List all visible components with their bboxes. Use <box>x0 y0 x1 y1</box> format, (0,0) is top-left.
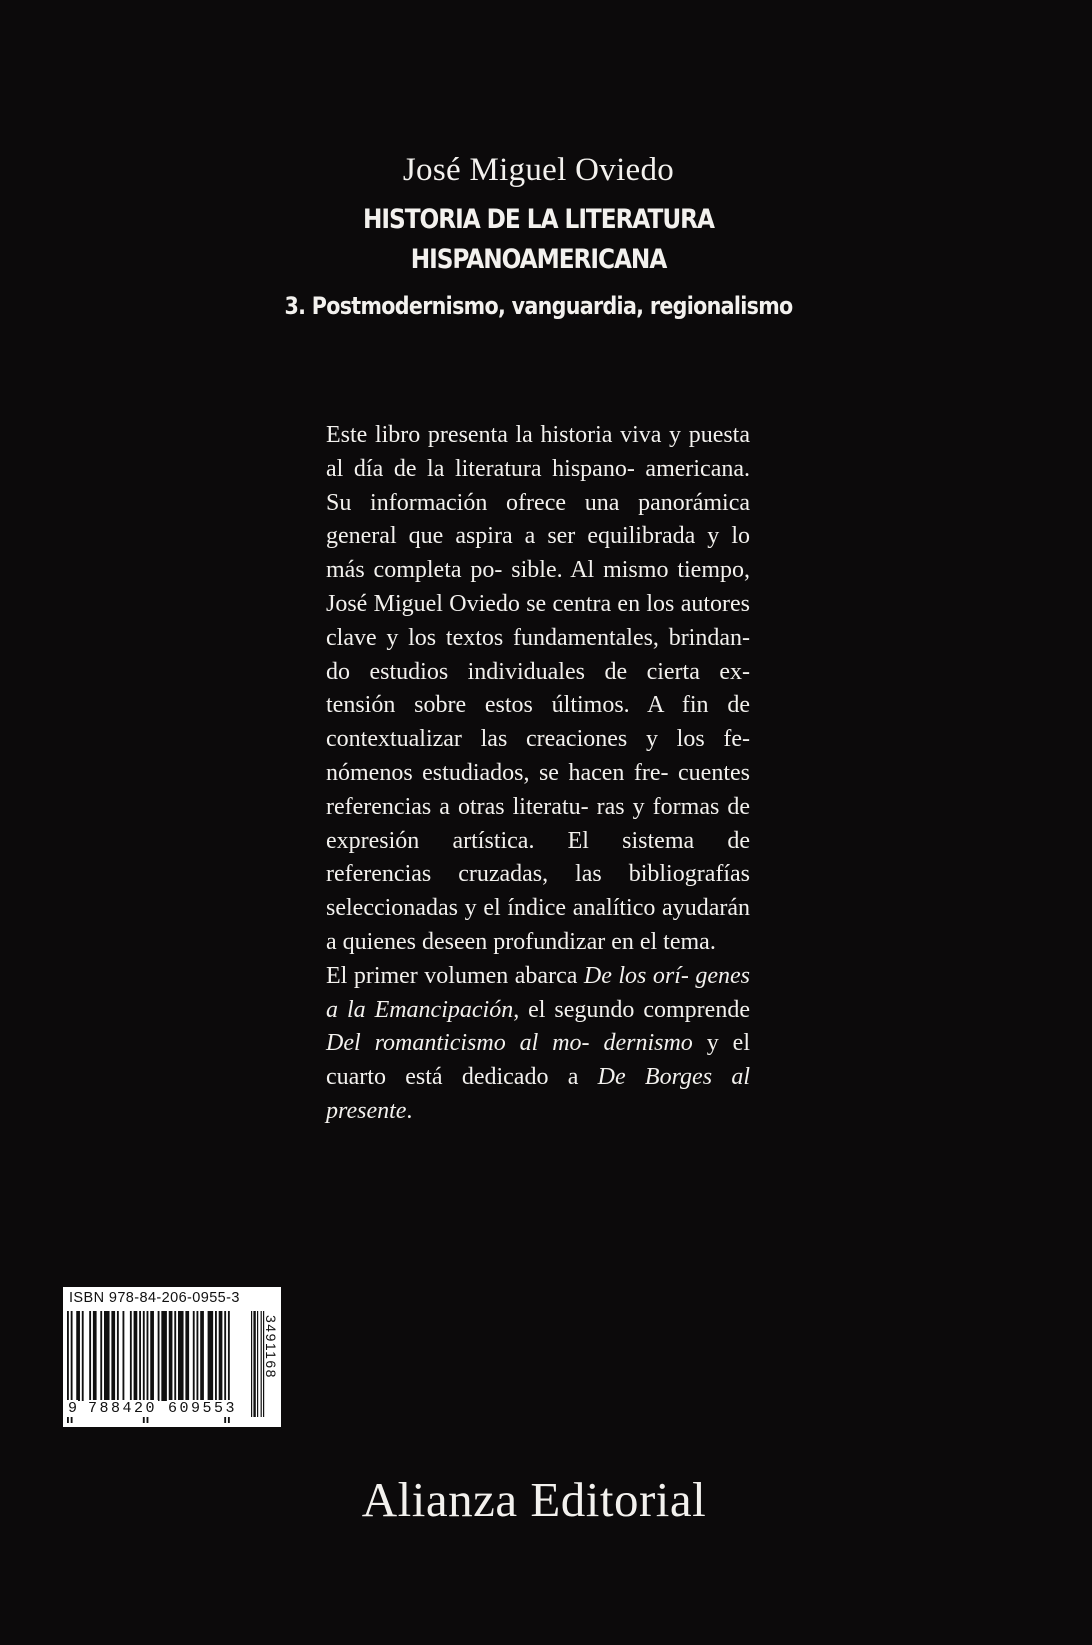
barcode-stripe <box>219 1311 223 1401</box>
barcode-stripe <box>134 1311 138 1401</box>
blurb-paragraph-2 <box>326 960 750 1129</box>
barcode-stripe <box>261 1311 262 1417</box>
title-line-2: HISPANOAMERICANA <box>410 244 667 275</box>
barcode-stripe <box>215 1311 217 1401</box>
barcode-left-digits: 788420 <box>88 1400 158 1417</box>
barcode-stripe <box>169 1311 173 1401</box>
barcode-stripe <box>100 1311 102 1401</box>
barcode-right-digits: 609553 <box>168 1400 238 1417</box>
publisher-name: Alianza Editorial <box>361 1472 707 1527</box>
barcode-stripe <box>161 1311 167 1401</box>
barcode-stripe <box>257 1311 258 1417</box>
barcode-stripe <box>200 1311 204 1401</box>
barcode-stripe <box>178 1311 184 1401</box>
volume-4-title: De Borges al presente <box>326 1064 750 1124</box>
barcode-stripe <box>174 1311 176 1401</box>
isbn-label: ISBN 978-84-206-0955-3 <box>69 1290 240 1306</box>
barcode-stripe <box>117 1311 119 1401</box>
blurb-p2-text-b: , el segundo comprende <box>513 996 750 1023</box>
barcode-stripe <box>93 1311 97 1401</box>
barcode-stripe <box>185 1311 189 1401</box>
blurb-p2-text-c: y el cuarto está dedicado a <box>326 1030 750 1091</box>
barcode-stripe <box>123 1311 125 1401</box>
barcode-stripe <box>253 1311 255 1417</box>
barcode-stripe <box>139 1311 141 1401</box>
barcode-lead-digit: 9 <box>68 1400 78 1417</box>
barcode-stripe <box>104 1311 110 1401</box>
isbn-barcode <box>63 1287 281 1427</box>
barcode-stripe <box>251 1311 252 1417</box>
barcode-stripe <box>130 1311 132 1401</box>
book-title <box>75 200 1001 280</box>
barcode-stripe <box>82 1311 84 1401</box>
barcode-stripe <box>158 1311 160 1401</box>
volume-2-title: Del romanticismo al mo- dernismo <box>326 1030 693 1057</box>
barcode-stripe <box>76 1311 80 1401</box>
blurb-p2-text-a: El primer volumen abarca <box>326 962 584 989</box>
barcode-stripe <box>197 1311 199 1401</box>
barcode-digits <box>67 1400 245 1420</box>
addon-number: 3491168 <box>263 1315 279 1379</box>
barcode-stripe <box>111 1311 115 1401</box>
title-line-1: HISTORIA DE LA LITERATURA <box>363 204 714 235</box>
blurb-text <box>326 419 750 1129</box>
author-name: José Miguel Oviedo <box>402 152 675 188</box>
barcode-stripe <box>193 1311 195 1401</box>
volume-1-title: De los orí- genes a la Emancipación <box>326 962 750 1023</box>
volume-subtitle: 3. Postmodernismo, vanguardia, regionalismo <box>284 292 793 320</box>
blurb-p2-text-d: . <box>406 1097 413 1124</box>
barcode-stripe <box>150 1311 154 1401</box>
barcode-stripe <box>208 1311 214 1401</box>
barcode-addon <box>251 1311 277 1423</box>
barcode-stripe <box>89 1311 91 1401</box>
blurb-paragraph-1: Este libro presenta la historia viva y puesta al día de la literatura hispano- americana. Su información ofrece una panorámica general que aspira a ser equilibrada y lo más completa po- sible. Al mismo tiempo, José Miguel Oviedo se centra en los autores clave y los textos fundamentales, brindan- do estudios individuales de cierta ex- tensión sobre estos últimos. A fin de contextualizar las creaciones y los fe- nómenos estudiados, se hacen fre- cuentes referencias a otras literatu- ras y formas de expresión artística. El sistema de referencias cruzadas, las bibliografías seleccionadas y el índice analítico ayudarán a quienes deseen profundizar en el tema. <box>326 422 750 955</box>
